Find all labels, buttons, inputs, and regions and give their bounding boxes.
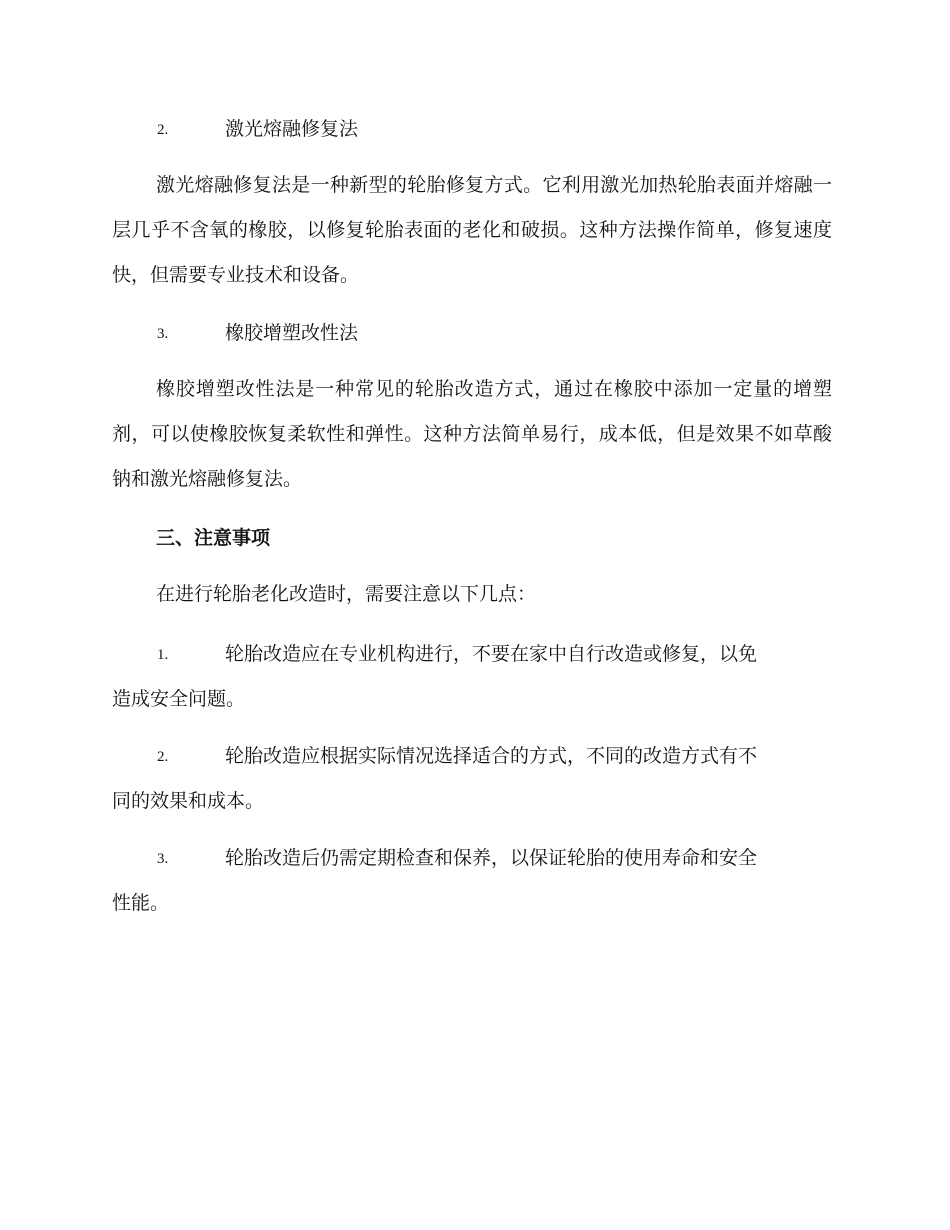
note-line: 造成安全问题。 <box>112 688 246 710</box>
note-line: 轮胎改造应在专业机构进行，不要在家中自行改造或修复，以免 <box>225 643 758 665</box>
list-number: 2. <box>157 122 169 138</box>
note-line: 轮胎改造应根据实际情况选择适合的方式，不同的改造方式有不 <box>225 745 758 767</box>
section-heading: 三、注意事项 <box>156 527 271 549</box>
method-title: 橡胶增塑改性法 <box>225 322 359 344</box>
list-number: 3. <box>157 326 169 342</box>
method-description: 激光熔融修复法是一种新型的轮胎修复方式。它利用激光加热轮胎表面并熔融一层几乎不含氧的橡胶，以修复轮胎表面的老化和破损。这种方法操作简单，修复速度快，但需要专业技术和设备。 <box>112 174 832 286</box>
list-number: 2. <box>157 749 169 765</box>
note-line: 性能。 <box>112 892 170 914</box>
method-title: 激光熔融修复法 <box>225 118 359 140</box>
method-description: 橡胶增塑改性法是一种常见的轮胎改造方式，通过在橡胶中添加一定量的增塑剂，可以使橡胶恢复柔软性和弹性。这种方法简单易行，成本低，但是效果不如草酸钠和激光熔融修复法。 <box>112 378 832 490</box>
list-number: 3. <box>157 851 169 867</box>
list-number: 1. <box>157 647 169 663</box>
section-intro: 在进行轮胎老化改造时，需要注意以下几点： <box>156 583 537 605</box>
note-line: 轮胎改造后仍需定期检查和保养，以保证轮胎的使用寿命和安全 <box>225 847 758 869</box>
note-line: 同的效果和成本。 <box>112 790 265 812</box>
